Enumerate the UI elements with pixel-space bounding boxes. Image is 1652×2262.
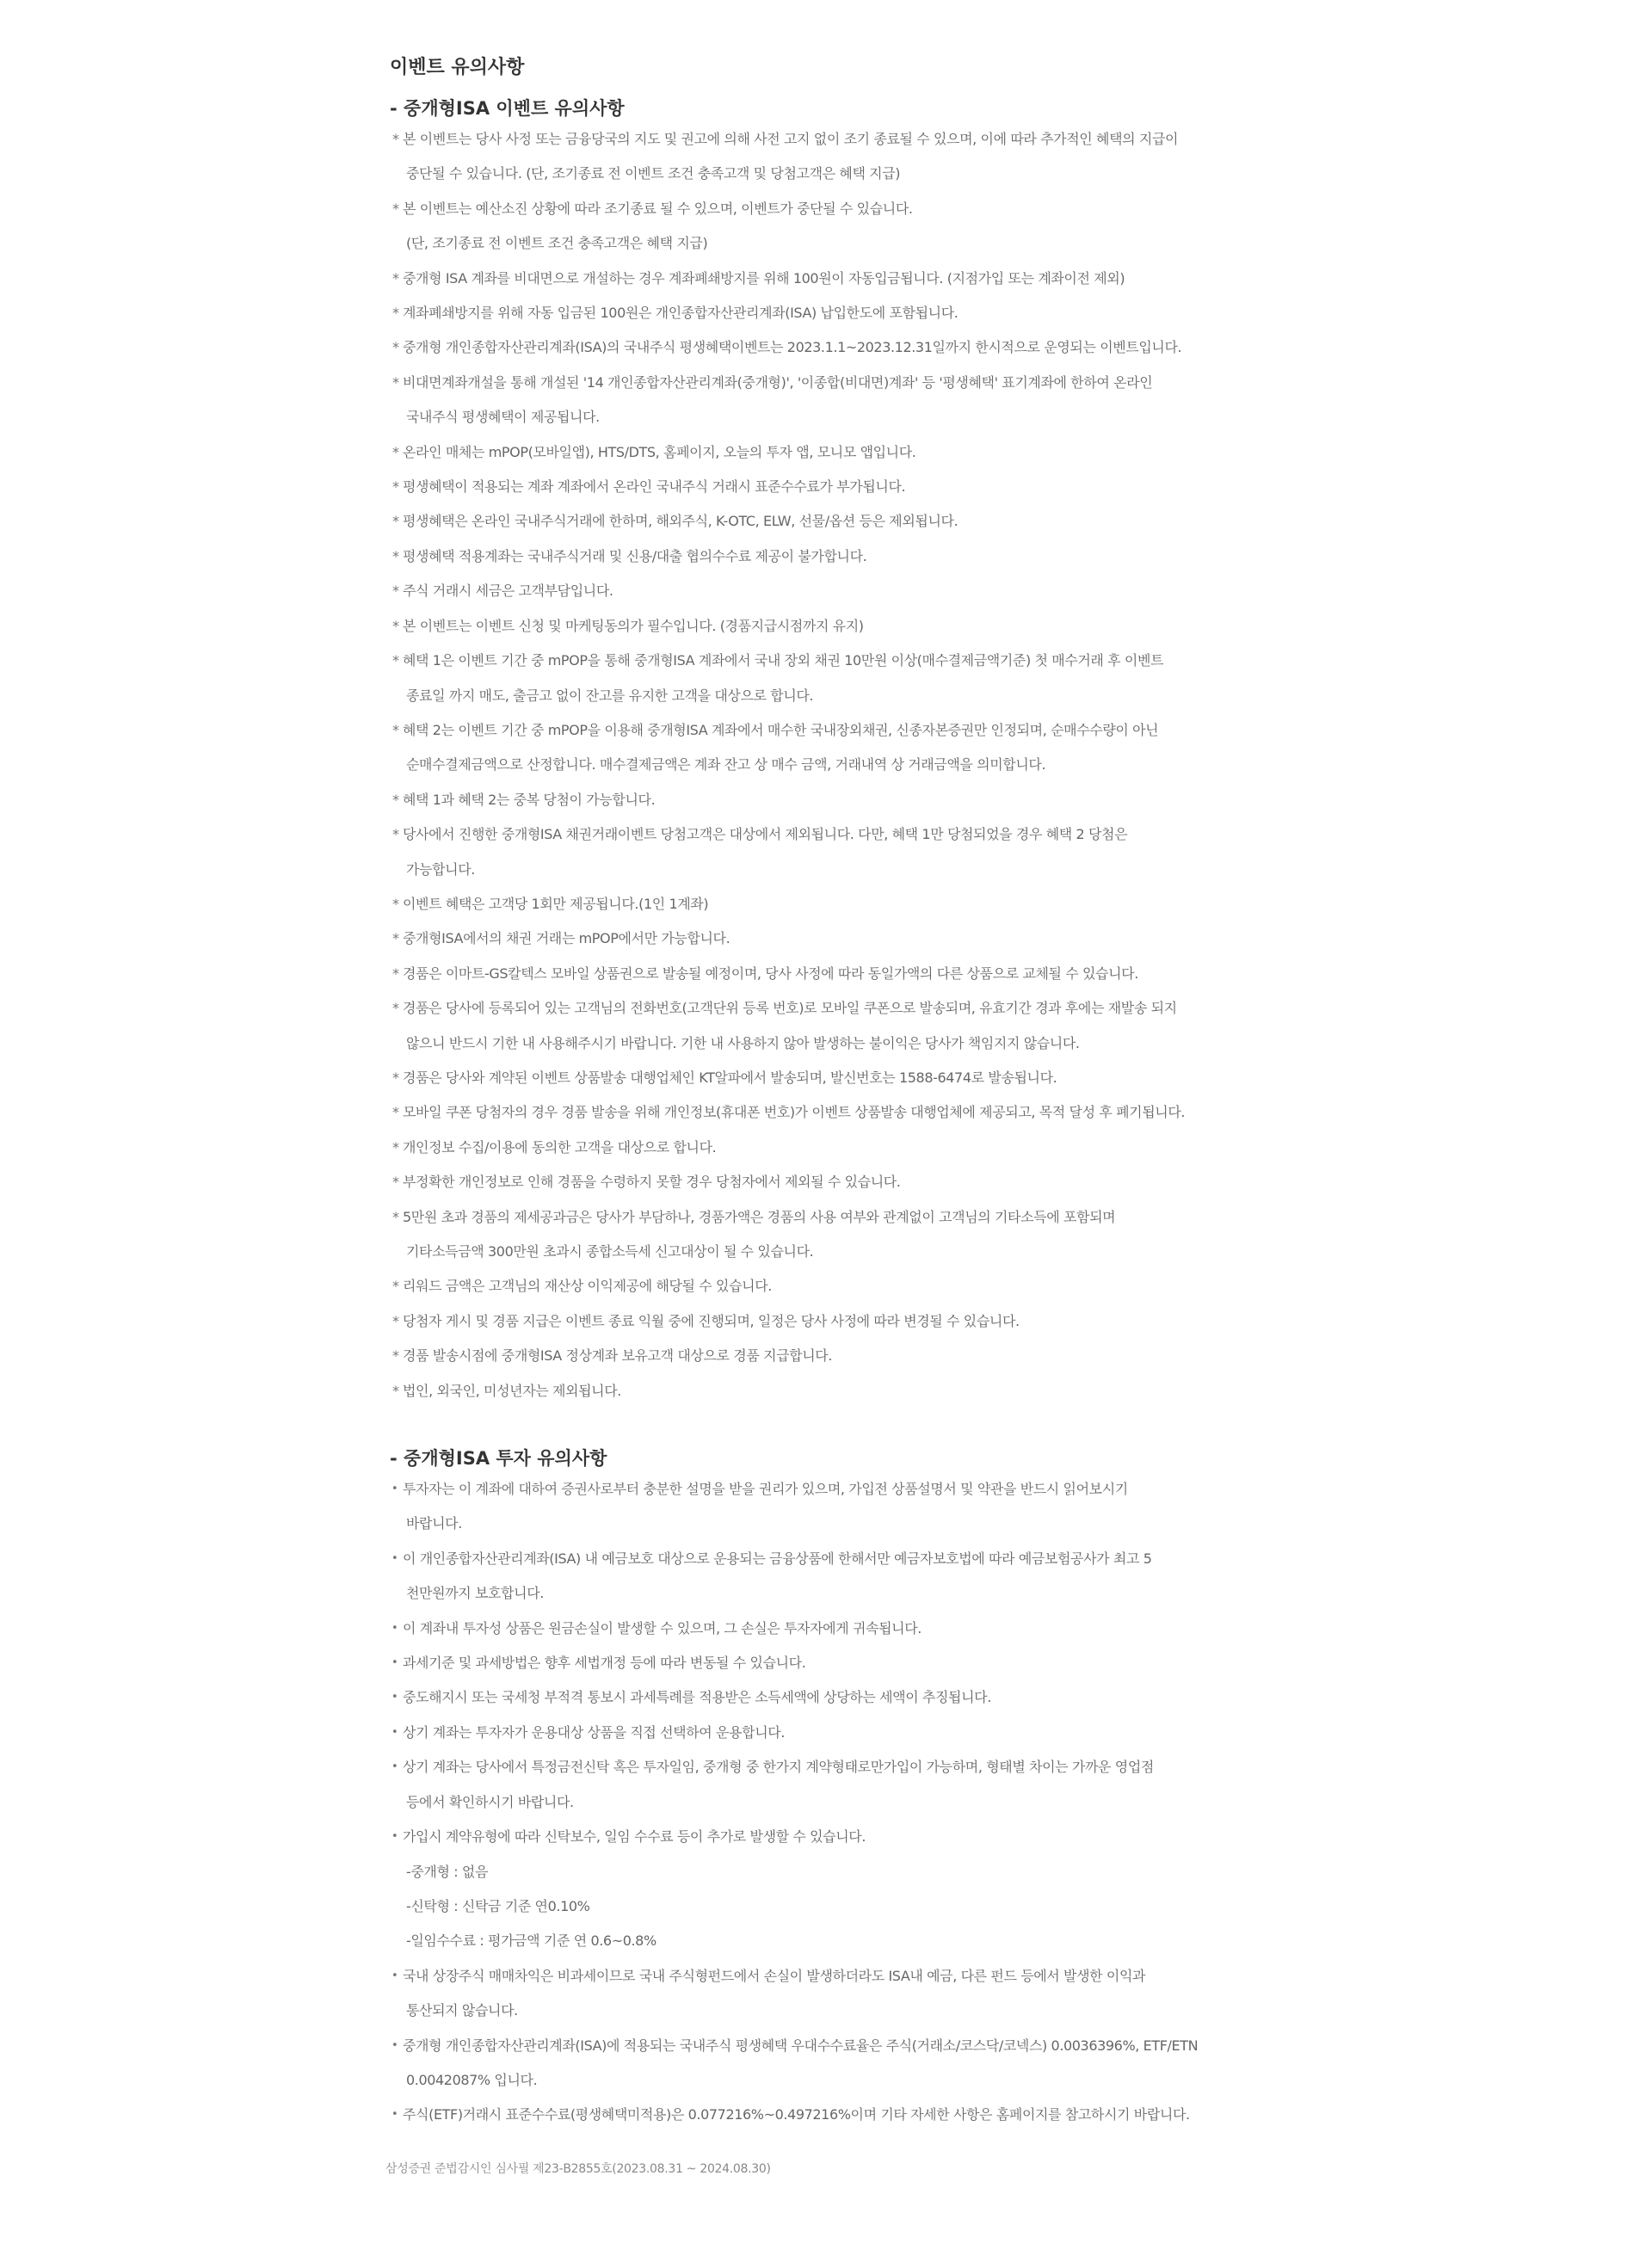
notice-item-line: • 상기 계좌는 투자자가 운용대상 상품을 직접 선택하여 운용합니다. — [403, 1723, 786, 1741]
notice-item — [390, 1750, 1293, 1820]
notice-item-line: • 주식(ETF)거래시 표준수수료(평생혜택미적용)은 0.077216%~0.497216%이며 기타 자세한 사항은 홈페이지를 참고하시기 바랍니다. — [403, 2106, 1190, 2123]
notice-item-line: 바랍니다. — [406, 1515, 462, 1532]
notice-item — [390, 1612, 1293, 1646]
fee-item — [390, 1855, 1293, 1889]
event-notice-section-title: - 중개형ISA 이벤트 유의사항 — [390, 98, 625, 119]
notice-item-line: 종료일 까지 매도, 출금고 없이 잔고를 유지한 고객을 대상으로 합니다. — [406, 687, 814, 704]
notice-item — [390, 1095, 1293, 1130]
notice-item — [390, 192, 1293, 262]
notice-item-line: * 평생혜택 적용계좌는 국내주식거래 및 신용/대출 협의수수료 제공이 불가합니다. — [403, 547, 867, 564]
notice-item-line: • 국내 상장주식 매매차익은 비과세이므로 국내 주식형펀드에서 손실이 발생하더라도 ISA내 예금, 다른 펀드 등에서 발생한 이익과 — [403, 1967, 1146, 1984]
notice-item-line: * 주식 거래시 세금은 고객부담입니다. — [403, 582, 613, 600]
notice-item — [390, 1542, 1293, 1612]
notice-item-line: * 본 이벤트는 당사 사정 또는 금융당국의 지도 및 권고에 의해 사전 고지 없이 조기 종료될 수 있으며, 이에 따라 추가적인 혜택의 지급이 — [403, 131, 1179, 147]
fee-item — [390, 1924, 1293, 1958]
notice-item-line: * 중개형ISA에서의 채권 거래는 mPOP에서만 가능합니다. — [403, 930, 730, 947]
notice-item — [390, 1959, 1293, 2029]
investment-notice-list — [390, 1472, 1293, 2133]
notice-item — [390, 2098, 1293, 2132]
notice-item-line: * 평생혜택은 온라인 국내주식거래에 한하며, 해외주식, K-OTC, ELW, 선물/옵션 등은 제외됩니다. — [403, 513, 959, 530]
notice-item-line: * 평생혜택이 적용되는 계좌 계좌에서 온라인 국내주식 거래시 표준수수료가 부가됩니다. — [403, 478, 906, 496]
notice-item — [390, 644, 1293, 713]
notice-item — [390, 1716, 1293, 1750]
fee-item-line: -중개형 : 없음 — [406, 1863, 489, 1880]
notice-item-line: 0.0042087% 입니다. — [406, 2071, 538, 2088]
notice-item-line: * 본 이벤트는 이벤트 신청 및 마케팅동의가 필수입니다. (경품지급시점까지 유지) — [403, 617, 864, 634]
notice-item-line: * 혜택 2는 이벤트 기간 중 mPOP을 이용해 중개형ISA 계좌에서 매수한 국내장외채권, 신종자본증권만 인정되며, 순매수수량이 아닌 — [403, 721, 1159, 738]
notice-item-line: * 부정확한 개인정보로 인해 경품을 수령하지 못할 경우 당첨자에서 제외될 수 있습니다. — [403, 1174, 901, 1191]
notice-item-line: * 법인, 외국인, 미성년자는 제외됩니다. — [403, 1382, 621, 1399]
notice-item-line: • 상기 계좌는 당사에서 특정금전신탁 혹은 투자일임, 중개형 중 한가지 계약형태로만가입이 가능하며, 형태별 차이는 가까운 영업점 — [403, 1759, 1154, 1776]
notice-item-line: * 계좌폐쇄방지를 위해 자동 입금된 100원은 개인종합자산관리계좌(ISA) 납입한도에 포함됩니다. — [403, 305, 959, 322]
notice-item-line: * 경품은 당사에 등록되어 있는 고객님의 전화번호(고객단위 등록 번호)로 모바일 쿠폰으로 발송되며, 유효기간 경과 후에는 재발송 되지 — [403, 1000, 1177, 1017]
notice-item — [390, 262, 1293, 296]
notice-item-line: • 과세기준 및 과세방법은 향후 세법개정 등에 따라 변동될 수 있습니다. — [403, 1655, 806, 1672]
notice-item-line: * 개인정보 수집/이용에 동의한 고객을 대상으로 합니다. — [403, 1138, 717, 1156]
notice-item — [390, 435, 1293, 470]
notice-item-line: * 중개형 개인종합자산관리계좌(ISA)의 국내주식 평생혜택이벤트는 2023.1.1~2023.12.31일까지 한시적으로 운영되는 이벤트입니다. — [403, 339, 1182, 356]
notice-item — [390, 574, 1293, 608]
fee-item-line: -일임수수료 : 평가금액 기준 연 0.6~0.8% — [406, 1932, 656, 1950]
notice-item — [390, 1339, 1293, 1373]
notice-item — [390, 1269, 1293, 1304]
notice-item — [390, 1472, 1293, 1542]
notice-item-line: • 중도해지시 또는 국세청 부적격 통보시 과세특례를 적용받은 소득세액에 상당하는 세액이 추징됩니다. — [403, 1689, 991, 1706]
notice-item-line: 순매수결제금액으로 산정합니다. 매수결제금액은 계좌 잔고 상 매수 금액, 거래내역 상 거래금액을 의미합니다. — [406, 756, 1046, 774]
notice-item-line: • 가입시 계약유형에 따라 신탁보수, 일임 수수료 등이 추가로 발생할 수 있습니다. — [403, 1828, 866, 1846]
notice-item — [390, 539, 1293, 574]
page-title: 이벤트 유의사항 — [390, 57, 525, 78]
notice-item — [390, 1200, 1293, 1270]
notice-item — [390, 713, 1293, 783]
notice-item — [390, 957, 1293, 991]
notice-item-line: * 5만원 초과 경품의 제세공과금은 당사가 부담하나, 경품가액은 경품의 사용 여부와 관계없이 고객님의 기타소득에 포함되며 — [403, 1208, 1116, 1225]
notice-item-line: (단, 조기종료 전 이벤트 조건 충족고객은 혜택 지급) — [406, 235, 708, 252]
notice-item-line: * 경품은 당사와 계약된 이벤트 상품발송 대행업체인 KT알파에서 발송되며, 발신번호는 1588-6474로 발송됩니다. — [403, 1069, 1057, 1086]
notice-item-line: • 이 계좌내 투자성 상품은 원금손실이 발생할 수 있으며, 그 손실은 투자자에게 귀속됩니다. — [403, 1619, 922, 1636]
notice-item — [390, 296, 1293, 330]
investment-notice-section-title: - 중개형ISA 투자 유의사항 — [390, 1448, 607, 1470]
notice-item — [390, 1304, 1293, 1339]
notice-item-line: • 이 개인종합자산관리계좌(ISA) 내 예금보호 대상으로 운용되는 금융상품에 한해서만 예금자보호법에 따라 예금보험공사가 최고 5 — [403, 1550, 1152, 1567]
notice-item-line: 통산되지 않습니다. — [406, 2002, 518, 2019]
notice-item-line: * 비대면계좌개설을 통해 개설된 '14 개인종합자산관리계좌(중개형)', '이종합(비대면)계좌' 등 '평생혜택' 표기계좌에 한하여 온라인 — [403, 373, 1153, 391]
notice-item — [390, 1061, 1293, 1095]
notice-item-line: * 리워드 금액은 고객님의 재산상 이익제공에 해당될 수 있습니다. — [403, 1278, 772, 1295]
notice-item — [390, 817, 1293, 887]
notice-content — [390, 55, 1293, 2133]
notice-item-line: * 경품은 이마트-GS칼텍스 모바일 상품권으로 발송될 예정이며, 당사 사정에 따라 동일가액의 다른 상품으로 교체될 수 있습니다. — [403, 965, 1138, 982]
notice-item-line: * 중개형 ISA 계좌를 비대면으로 개설하는 경우 계좌폐쇄방지를 위해 100원이 자동입금됩니다. (지점가입 또는 계좌이전 제외) — [403, 269, 1125, 287]
event-notice-list — [390, 122, 1293, 1408]
compliance-footer: 삼성증권 준법감시인 심사필 제23-B2855호(2023.08.31 ~ 2024.08.30) — [385, 2162, 771, 2176]
notice-item-line: * 경품 발송시점에 중개형ISA 정상계좌 보유고객 대상으로 경품 지급합니다. — [403, 1347, 833, 1365]
notice-item-line: * 본 이벤트는 예산소진 상황에 따라 조기종료 될 수 있으며, 이벤트가 중단될 수 있습니다. — [403, 200, 913, 217]
notice-item-line: • 투자자는 이 계좌에 대하여 증권사로부터 충분한 설명을 받을 권리가 있으며, 가입전 상품설명서 및 약관을 반드시 읽어보시기 — [403, 1481, 1128, 1498]
notice-item-line: * 온라인 매체는 mPOP(모바일앱), HTS/DTS, 홈페이지, 오늘의 투자 앱, 모니모 앱입니다. — [403, 443, 916, 460]
notice-item — [390, 1131, 1293, 1165]
notice-item-line: * 이벤트 혜택은 고객당 1회만 제공됩니다.(1인 1계좌) — [403, 895, 709, 912]
fee-item — [390, 1889, 1293, 1924]
notice-item-line: 등에서 확인하시기 바랍니다. — [406, 1793, 574, 1810]
notice-item — [390, 887, 1293, 921]
notice-item-line: * 당사에서 진행한 중개형ISA 채권거래이벤트 당첨고객은 대상에서 제외됩니다. 다만, 혜택 1만 당첨되었을 경우 혜택 2 당첨은 — [403, 826, 1128, 843]
notice-item — [390, 1646, 1293, 1680]
notice-item-line: * 모바일 쿠폰 당첨자의 경우 경품 발송을 위해 개인정보(휴대폰 번호)가 이벤트 상품발송 대행업체에 제공되고, 목적 달성 후 폐기됩니다. — [403, 1104, 1186, 1121]
notice-item-line: * 혜택 1은 이벤트 기간 중 mPOP을 통해 중개형ISA 계좌에서 국내 장외 채권 10만원 이상(매수결제금액기준) 첫 매수거래 후 이벤트 — [403, 652, 1164, 669]
notice-item-line: 천만원까지 보호합니다. — [406, 1585, 544, 1602]
notice-item — [390, 504, 1293, 539]
notice-item-line: 중단될 수 있습니다. (단, 조기종료 전 이벤트 조건 충족고객 및 당첨고객은 혜택 지급) — [406, 165, 901, 182]
notice-item — [390, 1680, 1293, 1715]
notice-item — [390, 1165, 1293, 1199]
notice-item-line: * 혜택 1과 혜택 2는 중복 당첨이 가능합니다. — [403, 791, 656, 808]
notice-item-line: 않으니 반드시 기한 내 사용해주시기 바랍니다. 기한 내 사용하지 않아 발생하는 불이익은 당사가 책임지지 않습니다. — [406, 1034, 1080, 1051]
notice-item-line: 가능합니다. — [406, 860, 475, 878]
notice-item — [390, 366, 1293, 435]
notice-item — [390, 330, 1293, 365]
notice-item — [390, 783, 1293, 817]
notice-item — [390, 1374, 1293, 1408]
notice-item — [390, 1820, 1293, 1854]
notice-item — [390, 991, 1293, 1061]
notice-item-line: 국내주식 평생혜택이 제공됩니다. — [406, 409, 600, 426]
notice-item — [390, 921, 1293, 956]
fee-item-line: -신탁형 : 신탁금 기준 연0.10% — [406, 1897, 590, 1914]
notice-item-line: * 당첨자 게시 및 경품 지급은 이벤트 종료 익월 중에 진행되며, 일정은 당사 사정에 따라 변경될 수 있습니다. — [403, 1312, 1020, 1329]
notice-item — [390, 470, 1293, 504]
notice-item — [390, 609, 1293, 644]
notice-item — [390, 2029, 1293, 2099]
notice-item-line: • 중개형 개인종합자산관리계좌(ISA)에 적용되는 국내주식 평생혜택 우대수수료율은 주식(거래소/코스닥/코넥스) 0.0036396%, ETF/ETN — [403, 2037, 1199, 2054]
notice-item-line: 기타소득금액 300만원 초과시 종합소득세 신고대상이 될 수 있습니다. — [406, 1243, 814, 1260]
notice-item — [390, 122, 1293, 192]
